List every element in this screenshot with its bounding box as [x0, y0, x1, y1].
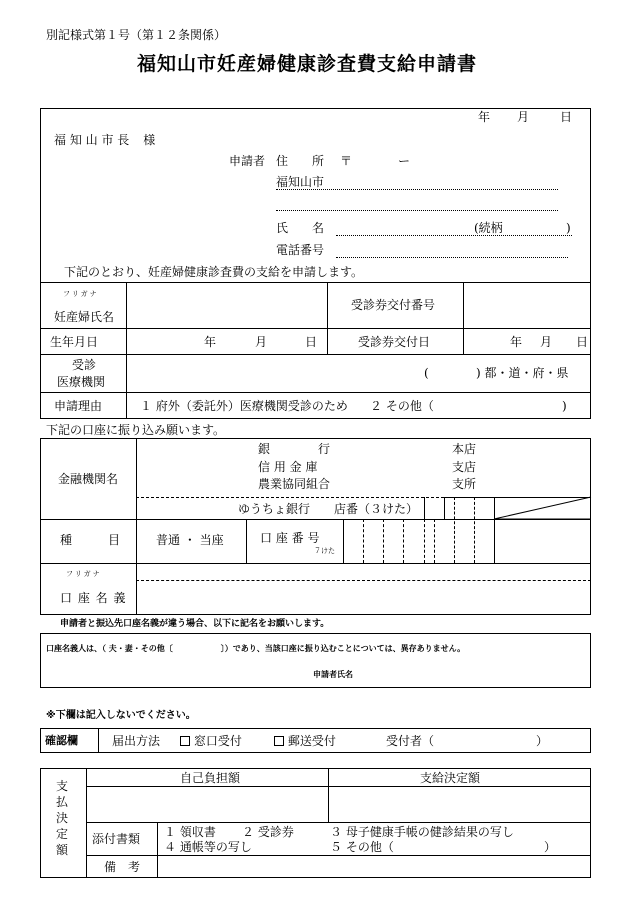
voucher-day: 日 — [576, 335, 589, 349]
birth-year: 年 — [204, 335, 217, 349]
voucher-month: 月 — [540, 335, 553, 349]
institution-label: 金融機関名 — [58, 472, 119, 486]
voucher-number-label: 受診券交付番号 — [351, 298, 436, 312]
furigana-label: フリガナ — [63, 290, 99, 298]
mail-checkbox[interactable] — [274, 736, 284, 746]
reason-label: 申請理由 — [54, 399, 103, 413]
attachment-4[interactable]: ４ 通帳等の写し — [164, 840, 252, 854]
addressee-org: 福 知 山 市 長 — [54, 133, 130, 147]
clinic-label-1: 受診 — [72, 358, 97, 372]
holder-label: 口 座 名 義 — [60, 591, 127, 605]
seven-digits: ７けた — [314, 547, 335, 555]
attachment-2[interactable]: ２ 受診券 — [242, 825, 294, 839]
postal-dash: ー — [398, 154, 411, 168]
receiver-close: ） — [536, 734, 549, 748]
addressee — [54, 134, 155, 146]
birth-day: 日 — [305, 335, 318, 349]
address-line-1[interactable] — [276, 189, 558, 190]
addressee-suffix: 様 — [143, 133, 156, 147]
confirm-label: 確認欄 — [45, 734, 78, 747]
self-pay-label: 自己負担額 — [180, 771, 241, 785]
postal-mark: 〒 — [340, 154, 353, 168]
window-checkbox[interactable] — [180, 736, 190, 746]
remarks-label: 備 考 — [104, 860, 141, 874]
birth-month: 月 — [255, 335, 268, 349]
signature-label: 申請者氏名 — [313, 670, 353, 679]
office-use-notice: ※下欄は記入しないでください。 — [46, 710, 196, 721]
account-type-label: 種 目 — [60, 533, 121, 547]
attachment-close: ） — [544, 840, 557, 854]
branch-office[interactable]: 支所 — [452, 477, 477, 491]
attachment-3[interactable]: ３ 母子健康手帳の健診結果の写し — [330, 825, 514, 839]
attachment-1[interactable]: １ 領収書 — [164, 825, 216, 839]
clinic-paren-open: ( — [424, 366, 429, 380]
phone-label: 電話番号 — [276, 243, 325, 257]
name-label: 氏 名 — [276, 221, 325, 235]
form-title: 福知山市妊産婦健康診査費支給申請書 — [137, 53, 478, 75]
window-label: 窓口受付 — [193, 734, 242, 748]
phone-line[interactable] — [336, 257, 568, 258]
reason-option-1[interactable]: １ 府外（委託外）医療機関受診のため — [140, 399, 348, 413]
decision-label: 支給決定額 — [420, 771, 481, 785]
relation-open: (続柄 — [474, 221, 503, 235]
submit-method-label: 届出方法 — [112, 734, 161, 748]
bank-type-noukyou[interactable]: 農業協同組合 — [258, 477, 331, 491]
payment-side-label: 支払決定額 — [56, 779, 69, 857]
prefecture-suffix: ) 都・道・府・県 — [476, 366, 569, 380]
mail-label: 郵送受付 — [287, 734, 336, 748]
reason-close: ) — [562, 399, 567, 413]
date-year: 年 — [478, 110, 491, 124]
application-statement: 下記のとおり、妊産婦健康診査費の支給を申請します。 — [64, 265, 364, 279]
holder-furigana: フリガナ — [66, 570, 102, 578]
applicant-label: 申請者 — [229, 154, 266, 168]
branch[interactable]: 支店 — [452, 460, 477, 474]
date-day: 日 — [560, 110, 573, 124]
main-office[interactable]: 本店 — [452, 442, 477, 456]
window-option[interactable] — [180, 735, 242, 747]
mail-option[interactable] — [274, 735, 336, 747]
patient-name-label: 妊産婦氏名 — [54, 310, 115, 324]
account-number-label: 口 座 番 号 — [260, 531, 320, 545]
bank-intro: 下記の口座に振り込み願います。 — [46, 423, 226, 437]
date-month: 月 — [517, 110, 530, 124]
bank-type-shinkin[interactable]: 信 用 金 庫 — [258, 460, 318, 474]
relation-close: ) — [566, 221, 571, 235]
clinic-label-2: 医療機関 — [57, 375, 106, 389]
attachments-label: 添付書類 — [92, 832, 141, 846]
birth-label: 生年月日 — [50, 335, 99, 349]
form-code: 別記様式第１号（第１２条関係） — [46, 28, 227, 42]
voucher-date-label: 受診券交付日 — [358, 335, 431, 349]
different-holder-notice: 申請者と振込先口座名義が違う場合、以下に記名をお願いします。 — [60, 619, 330, 629]
name-line[interactable] — [336, 235, 572, 236]
attachment-5[interactable]: ５ その他（ — [330, 840, 394, 854]
voucher-year: 年 — [510, 335, 523, 349]
receiver-label: 受付者（ — [386, 734, 435, 748]
bank-type-bank[interactable]: 銀 行 — [258, 442, 331, 456]
address-line-2[interactable] — [276, 210, 558, 211]
reason-option-2[interactable]: ２ その他（ — [370, 399, 434, 413]
address-city: 福知山市 — [276, 175, 325, 189]
address-label: 住 所 — [276, 154, 325, 168]
yucho-label: ゆうちょ銀行 店番（３けた） — [238, 502, 419, 516]
consent-text: 口座名義人は、（ 夫・妻・その他〔 〕）であり、当該口座に振り込むことについては、異存ありません。 — [46, 644, 466, 653]
account-type-value[interactable]: 普通 ・ 当座 — [156, 533, 224, 547]
different-holder-box — [40, 633, 591, 688]
